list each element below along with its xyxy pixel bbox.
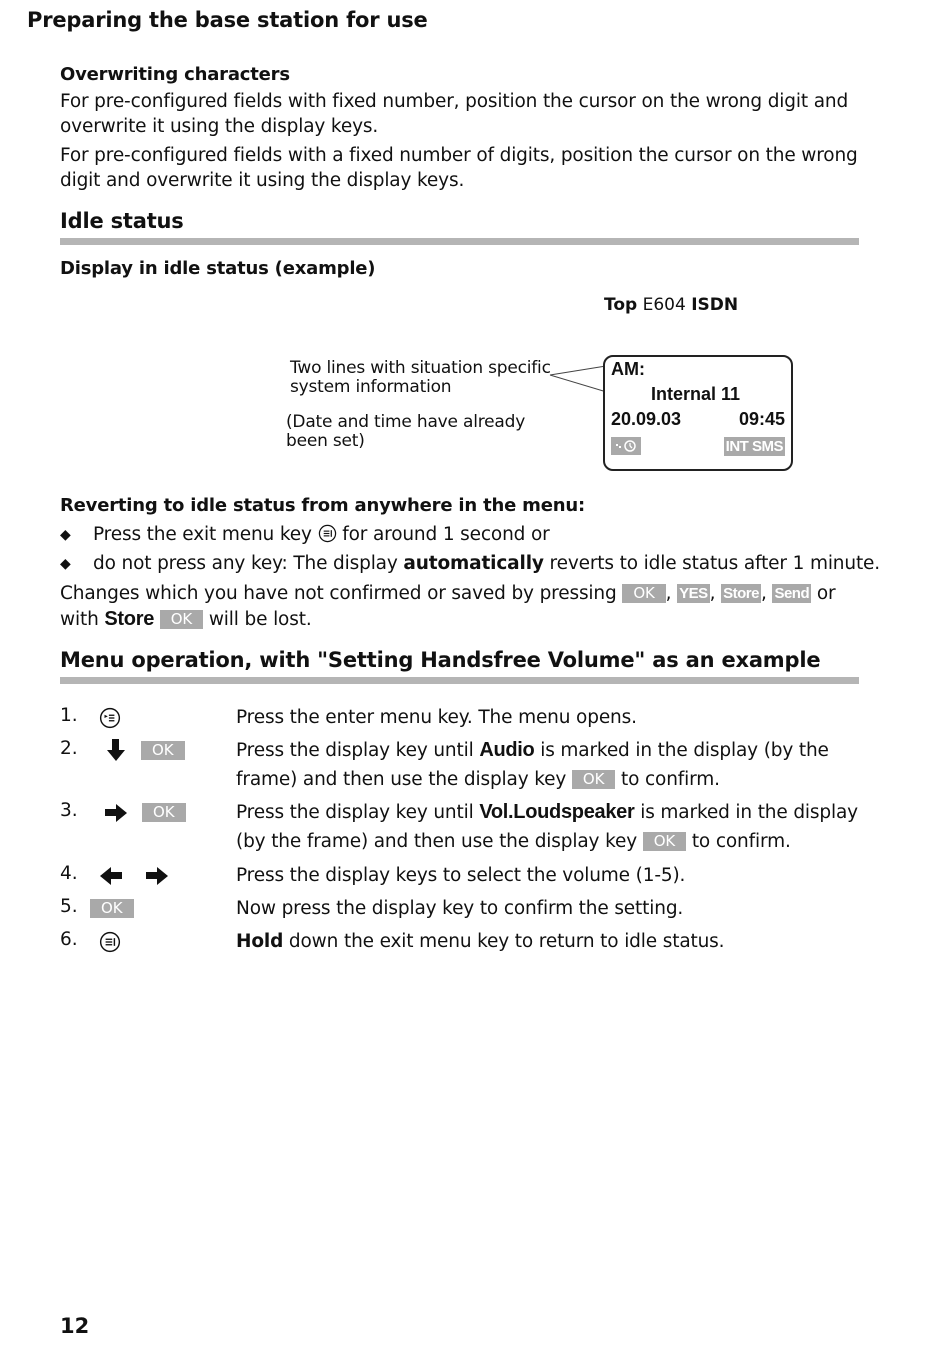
step-3-text: Press the display key until Vol.Loudspeaker is marked in the display (by the frame) and then use the display key OK to confirm. [236, 801, 858, 852]
step-number: 1. [60, 705, 78, 726]
step-4-text: Press the display keys to select the volume (1-5). [236, 865, 686, 886]
section-rule [60, 238, 859, 245]
ok-key: OK [572, 770, 615, 789]
display-time: 09:45 [738, 409, 785, 429]
device-brand: Top [604, 295, 638, 315]
overwrite-paragraph-1: For pre-configured fields with fixed number, position the cursor on the wrong digit and overwrite it using the display keys. [60, 91, 849, 137]
device-model-label: Top E604 ISDN [604, 295, 739, 315]
page-header-title: Preparing the base station for use [27, 8, 428, 32]
section-rule [60, 677, 859, 684]
ok-key: OK [142, 803, 186, 822]
idle-status-heading: Idle status [60, 209, 184, 233]
device-variant: ISDN [691, 295, 739, 315]
revert-bullet-2: do not press any key: The display automatically reverts to idle status after 1 minute. [93, 553, 881, 574]
display-line-internal: Internal 11 [651, 384, 741, 404]
step-number: 5. [60, 896, 78, 917]
ok-key: OK [160, 610, 203, 629]
exit-menu-key-icon [318, 524, 337, 543]
ok-key: OK [622, 584, 665, 603]
display-softkey-right: INT SMS [725, 438, 783, 455]
bullet-diamond-icon: ◆ [60, 527, 71, 543]
send-key: Send [774, 585, 810, 602]
ok-key: OK [141, 741, 185, 760]
caption-date-time: (Date and time have already been set) [286, 412, 526, 451]
step-number: 4. [60, 863, 78, 884]
display-line-am: AM: [611, 359, 645, 379]
enter-menu-key-icon [99, 707, 121, 729]
overwrite-paragraph-2: For pre-configured fields with a fixed number of digits, position the cursor on the wrong digit and overwrite it using the display keys. [60, 145, 858, 191]
answering-machine-icon [611, 437, 641, 455]
step-2-text: Press the display key until Audio is marked in the display (by the frame) and then use the display key OK to confirm. [236, 739, 829, 790]
display-date: 20.09.03 [611, 409, 682, 429]
ok-key: OK [90, 899, 134, 918]
step-number: 2. [60, 738, 78, 759]
revert-bullet-1: Press the exit menu key for around 1 second or [93, 524, 550, 545]
display-softkey-left-icon [611, 437, 641, 455]
page-number: 12 [60, 1314, 90, 1338]
step-number: 3. [60, 800, 78, 821]
caption-system-info: Two lines with situation specific system information [290, 358, 551, 397]
step-1-text: Press the enter menu key. The menu opens. [236, 707, 637, 728]
revert-heading: Reverting to idle status from anywhere in the menu: [60, 495, 585, 516]
arrow-right-icon [104, 803, 128, 823]
idle-display-subheading: Display in idle status (example) [60, 258, 376, 279]
yes-key: YES [679, 585, 708, 602]
step-5-text: Now press the display key to confirm the setting. [236, 898, 684, 919]
store-key: Store [723, 585, 759, 602]
revert-changes-line-2: with Store OK will be lost. [60, 608, 312, 630]
revert-changes-line-1: Changes which you have not confirmed or saved by pressing OK , YES , Store , Send or [60, 583, 836, 604]
step-6-text: Hold down the exit menu key to return to idle status. [236, 931, 725, 952]
arrow-right-icon [145, 866, 169, 886]
bullet-diamond-icon: ◆ [60, 556, 71, 572]
exit-menu-key-icon [99, 931, 121, 953]
arrow-left-icon [99, 866, 123, 886]
handset-display [603, 355, 793, 471]
arrow-down-icon [106, 738, 126, 762]
ok-key: OK [643, 832, 686, 851]
menu-operation-heading: Menu operation, with "Setting Handsfree Volume" as an example [60, 648, 821, 672]
overwrite-heading: Overwriting characters [60, 64, 290, 85]
step-number: 6. [60, 929, 78, 950]
